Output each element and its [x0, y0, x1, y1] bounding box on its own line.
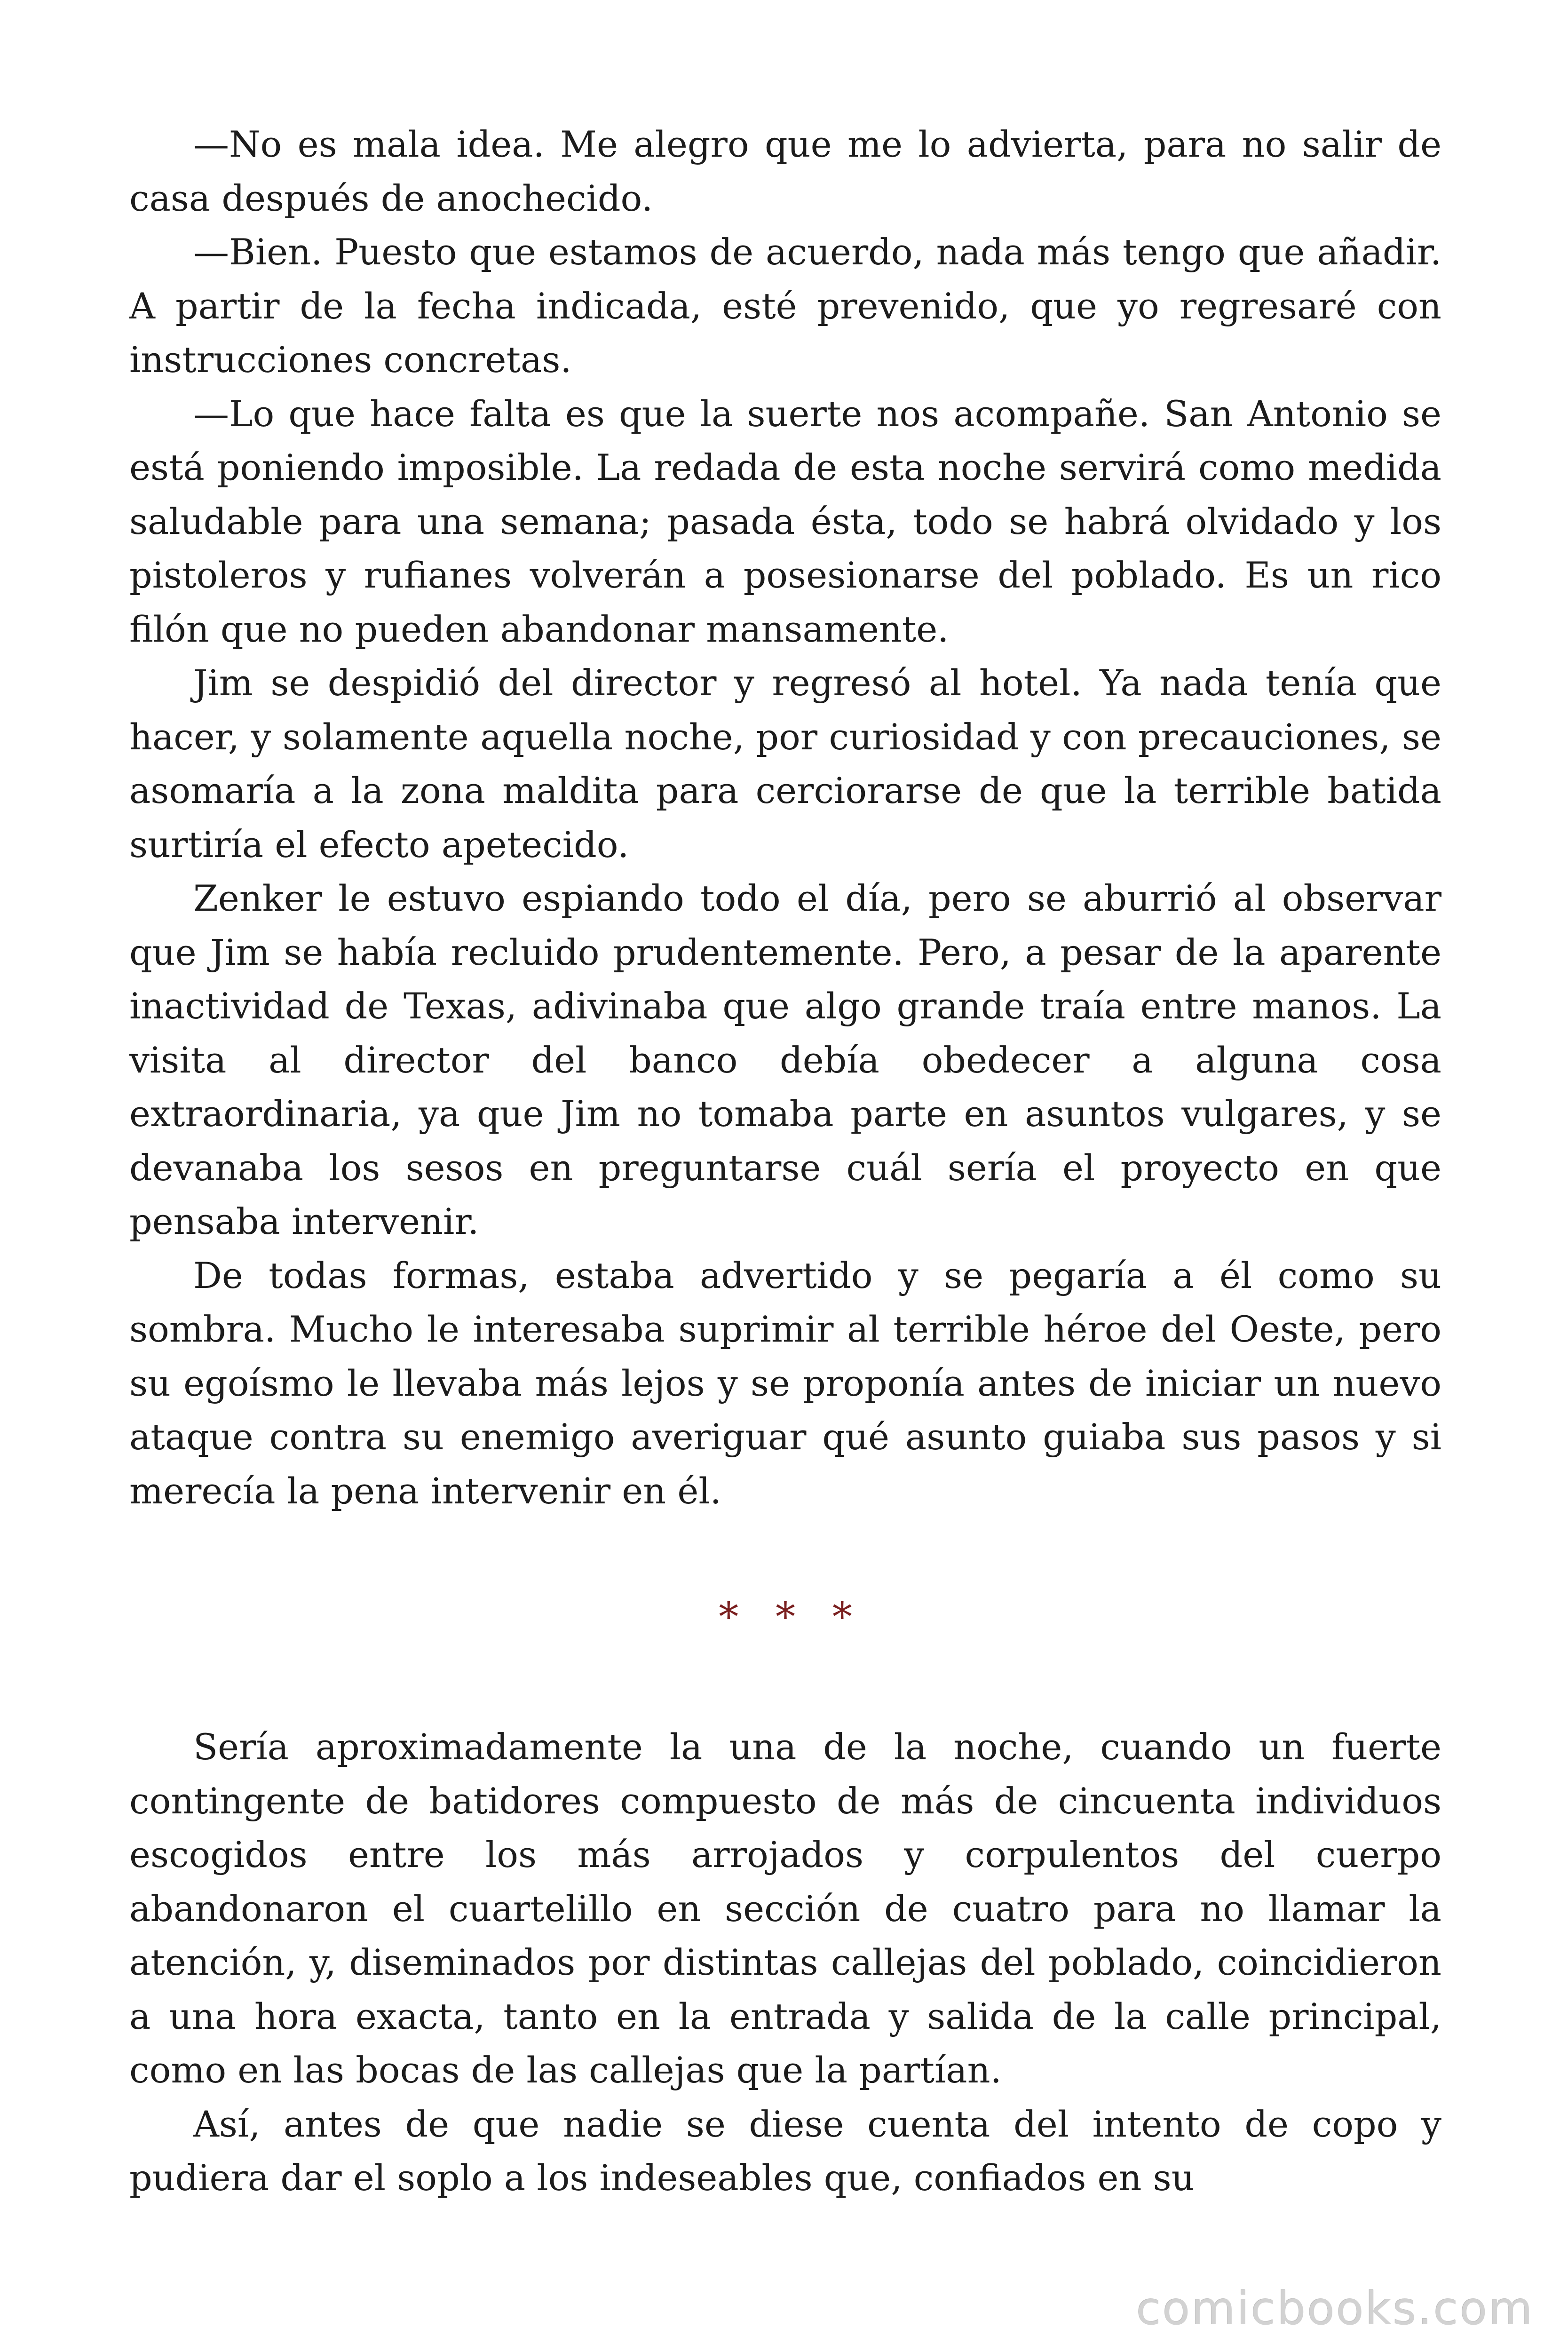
scene-break: * * *	[719, 1594, 864, 1640]
paragraph: Así, antes de que nadie se diese cuenta del intento de copo y pudiera dar el soplo a los indeseables que, confiados en su	[129, 2103, 1441, 2199]
page-body	[129, 118, 1441, 2205]
paragraph: Sería aproximadamente la una de la noche, cuando un fuerte contingente de batidores compuesto de más de cincuenta individuos escogidos entre los más arrojados y corpulentos del cuerpo abandonaron el cuartelillo en sección de cuatro para no llamar la atención, y, diseminados por distintas callejas del poblado, coincidieron a una hora exacta, tanto en la entrada y salida de la calle principal, como en las bocas de las callejas que la partían.	[129, 1726, 1441, 2091]
paragraph: —Bien. Puesto que estamos de acuerdo, nada más tengo que añadir. A partir de la fecha indicada, esté prevenido, que yo regresaré con instrucciones concretas.	[129, 231, 1441, 381]
paragraph: De todas formas, estaba advertido y se pegaría a él como su sombra. Mucho le interesaba suprimir al terrible héroe del Oeste, pero su egoísmo le llevaba más lejos y se proponía antes de iniciar un nuevo ataque contra su enemigo averiguar qué asunto guiaba sus pasos y si merecía la pena intervenir en él.	[129, 1254, 1441, 1512]
paragraph: —No es mala idea. Me alegro que me lo advierta, para no salir de casa después de anochecido.	[129, 123, 1441, 219]
watermark: comicbooks.com	[1136, 2282, 1534, 2335]
paragraph: Jim se despidió del director y regresó al hotel. Ya nada tenía que hacer, y solamente aquella noche, por curiosidad y con precauciones, se asomaría a la zona maldita para cerciorarse de que la terrible batida surtiría el efecto apetecido.	[129, 662, 1441, 866]
paragraph: Zenker le estuvo espiando todo el día, pero se aburrió al observar que Jim se había recluido prudentemente. Pero, a pesar de la aparente inactividad de Texas, adivinaba que algo grande traía entre manos. La visita al director del banco debía obedecer a alguna cosa extraordinaria, ya que Jim no tomaba parte en asuntos vulgares, y se devanaba los sesos en preguntarse cuál sería el proyecto en que pensaba intervenir.	[129, 877, 1441, 1242]
paragraph: —Lo que hace falta es que la suerte nos acompañe. San Antonio se está poniendo imposible. La redada de esta noche servirá como medida saludable para una semana; pasada ésta, todo se habrá olvidado y los pistoleros y rufianes volverán a posesionarse del poblado. Es un rico filón que no pueden abandonar mansamente.	[129, 392, 1441, 650]
